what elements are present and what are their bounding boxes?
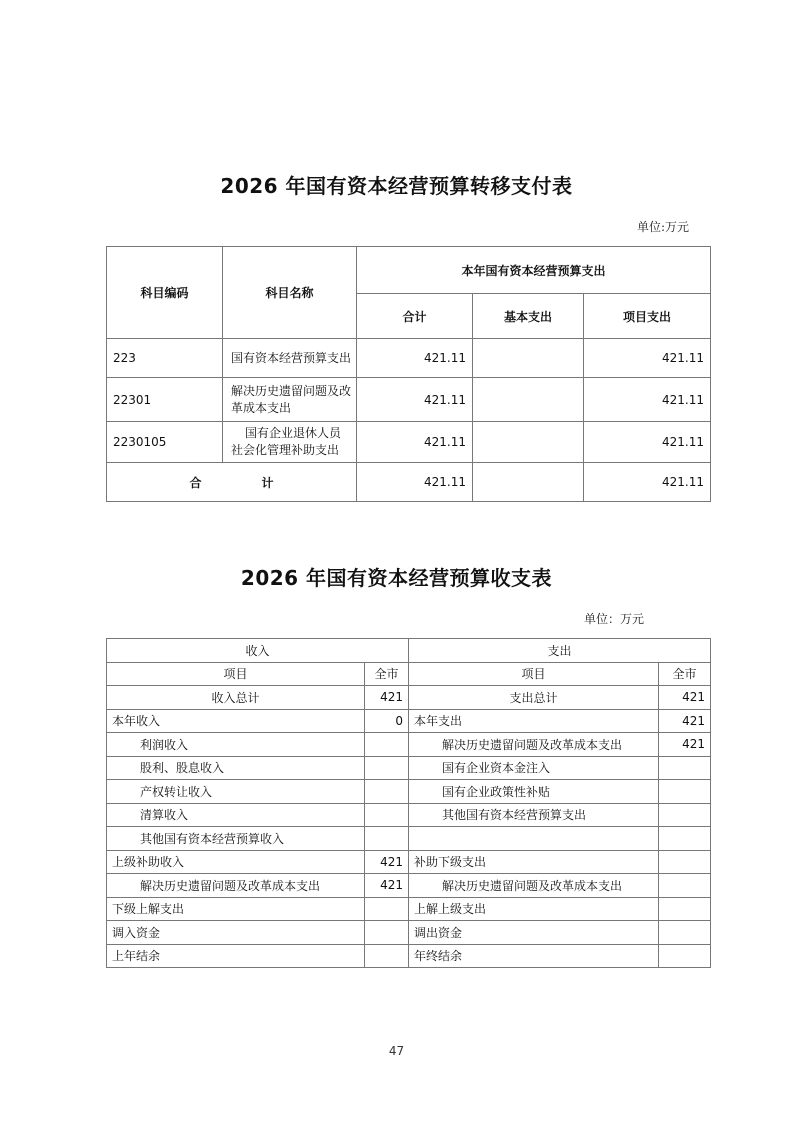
table-row [107,944,711,968]
header-basic: 基本支出 [473,294,584,339]
table-row [107,827,711,851]
table-row [107,686,711,710]
income-value [365,780,409,804]
table-row [107,850,711,874]
income-value [365,756,409,780]
income-value: 0 [365,709,409,733]
row-name: 国有资本经营预算支出 [223,339,357,378]
expense-item: 上解上级支出 [409,897,659,921]
income-item: 产权转让收入 [107,780,365,804]
table-row [107,756,711,780]
row-total: 421.11 [357,378,473,422]
sum-project: 421.11 [584,463,711,502]
row-name: 解决历史遗留问题及改革成本支出 [223,378,357,422]
header-project: 项目支出 [584,294,711,339]
expense-item: 解决历史遗留问题及改革成本支出 [409,733,659,757]
expense-item: 本年支出 [409,709,659,733]
header-name: 科目名称 [223,247,357,339]
income-value [365,897,409,921]
income-city-header: 全市 [365,662,409,686]
income-item: 下级上解支出 [107,897,365,921]
table-row [107,803,711,827]
income-item: 收入总计 [107,686,365,710]
header-total: 合计 [357,294,473,339]
income-value [365,733,409,757]
expense-value [659,897,711,921]
row-code: 22301 [107,378,223,422]
table-row [107,378,711,422]
table-row [107,921,711,945]
expense-value [659,921,711,945]
row-total: 421.11 [357,339,473,378]
expense-item [409,827,659,851]
expense-item: 解决历史遗留问题及改革成本支出 [409,874,659,898]
page-number: 47 [388,1044,405,1058]
expense-item: 支出总计 [409,686,659,710]
expense-value [659,874,711,898]
expense-header: 支出 [409,639,711,663]
expense-value [659,780,711,804]
income-item: 股利、股息收入 [107,756,365,780]
income-header: 收入 [107,639,409,663]
income-item: 其他国有资本经营预算收入 [107,827,365,851]
row-project: 421.11 [584,422,711,463]
expense-item: 年终结余 [409,944,659,968]
row-code: 223 [107,339,223,378]
table-row [107,339,711,378]
table-row [107,709,711,733]
expense-item: 国有企业资本金注入 [409,756,659,780]
row-basic [473,378,584,422]
expense-item: 其他国有资本经营预算支出 [409,803,659,827]
table-row [107,897,711,921]
income-expense-table [106,638,711,968]
expense-value: 421 [659,686,711,710]
expense-value [659,827,711,851]
row-total: 421.11 [357,422,473,463]
table1-unit: 单位:万元 [637,220,690,234]
row-basic [473,339,584,378]
income-item: 解决历史遗留问题及改革成本支出 [107,874,365,898]
table2-unit: 单位：万元 [584,612,645,626]
row-project: 421.11 [584,339,711,378]
expense-value [659,850,711,874]
transfer-payment-table [106,246,711,502]
income-value: 421 [365,850,409,874]
expense-item: 补助下级支出 [409,850,659,874]
sum-row [107,463,711,502]
income-value: 421 [365,874,409,898]
row-code: 2230105 [107,422,223,463]
sum-total: 421.11 [357,463,473,502]
income-value: 421 [365,686,409,710]
table-row [107,874,711,898]
income-value [365,827,409,851]
table-row [107,780,711,804]
expense-value [659,944,711,968]
sum-label-b: 计 [261,475,274,490]
table-row [107,733,711,757]
income-item: 上级补助收入 [107,850,365,874]
expense-value [659,803,711,827]
expense-value: 421 [659,733,711,757]
sum-basic [473,463,584,502]
expense-item: 调出资金 [409,921,659,945]
table1-title: 2026 年国有资本经营预算转移支付表 [220,174,573,198]
expense-item-header: 项目 [409,662,659,686]
income-value [365,944,409,968]
income-item: 上年结余 [107,944,365,968]
sum-label [107,463,357,502]
income-item: 本年收入 [107,709,365,733]
row-name: 国有企业退休人员社会化管理补助支出 [223,422,357,463]
income-item: 清算收入 [107,803,365,827]
header-group: 本年国有资本经营预算支出 [357,247,711,294]
income-value [365,803,409,827]
header-code: 科目编码 [107,247,223,339]
row-project: 421.11 [584,378,711,422]
table-row [107,422,711,463]
income-item: 利润收入 [107,733,365,757]
row-basic [473,422,584,463]
income-item-header: 项目 [107,662,365,686]
table2-title: 2026 年国有资本经营预算收支表 [240,566,553,590]
sum-label-a: 合 [189,475,202,490]
income-item: 调入资金 [107,921,365,945]
expense-value: 421 [659,709,711,733]
expense-item: 国有企业政策性补贴 [409,780,659,804]
income-value [365,921,409,945]
expense-city-header: 全市 [659,662,711,686]
expense-value [659,756,711,780]
